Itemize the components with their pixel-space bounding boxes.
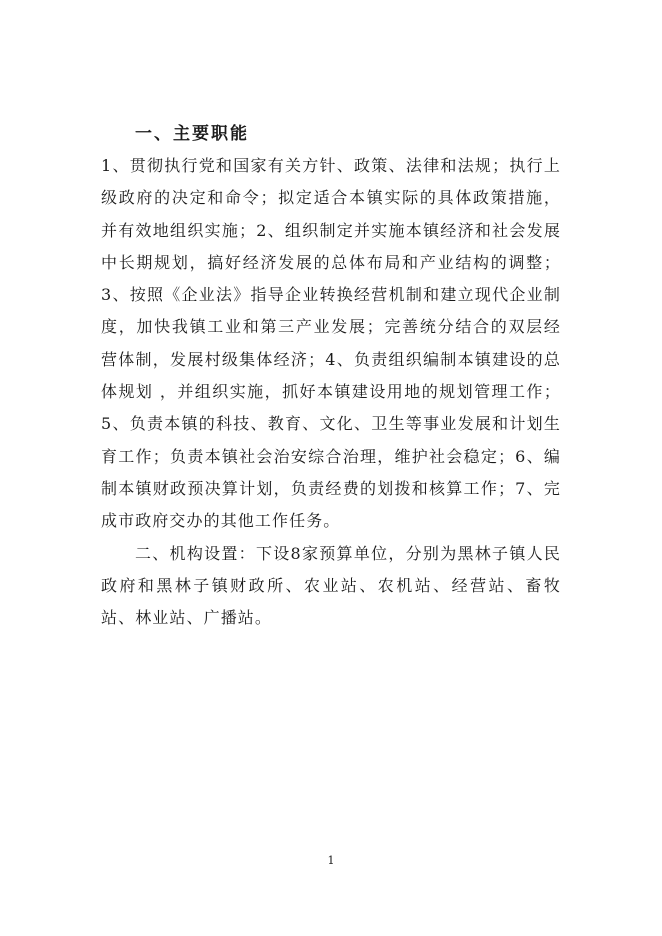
document-body — [101, 118, 561, 634]
organization-setup-paragraph: 二、机构设置：下设8家预算单位，分别为黑林子镇人民政府和黑林子镇财政所、农业站、农机站、经营站、畜牧站、林业站、广播站。 — [101, 543, 561, 628]
main-functions-paragraph: 1、贯彻执行党和国家有关方针、政策、法律和法规；执行上级政府的决定和命令；拟定适合本镇实际的具体政策措施，并有效地组织实施；2、组织制定并实施本镇经济和社会发展中长期规划，搞好经济发展的总体布局和产业结构的调整；3、按照《企业法》指导企业转换经营机制和建立现代企业制度，加快我镇工业和第三产业发展；完善统分结合的双层经营体制，发展村级集体经济；4、负责组织编制本镇建设的总体规划 ，并组织实施，抓好本镇建设用地的规划管理工作；5、负责本镇的科技、教育、文化、卫生等事业发展和计划生育工作；负责本镇社会治安综合治理，维护社会稳定；6、编制本镇财政预决算计划，负责经费的划拨和核算工作；7、完成市政府交办的其他工作任务。 — [101, 156, 561, 531]
section-heading-main-functions: 一、主要职能 — [135, 124, 249, 144]
page-number: 1 — [327, 854, 335, 867]
